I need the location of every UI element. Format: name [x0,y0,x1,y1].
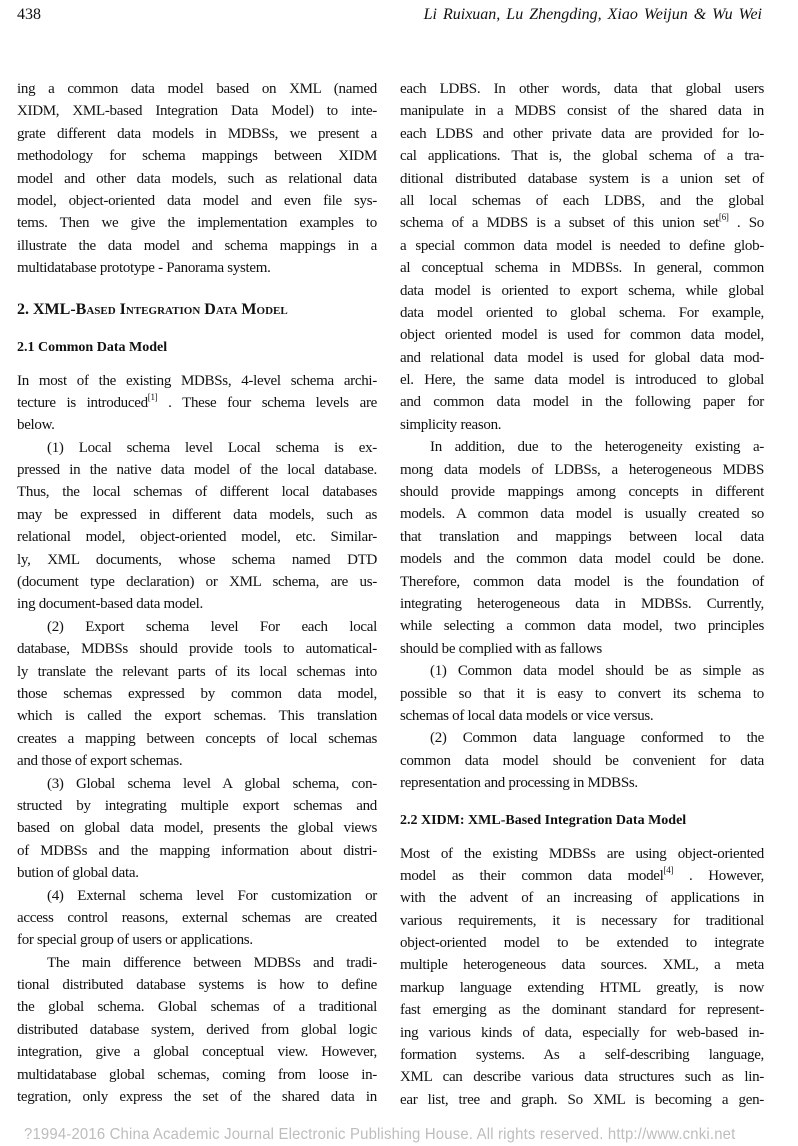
text-line: (1) Common data model should be as simple as [430,663,764,680]
text-line: database, MDBSs should provide tools to automatical- [17,641,377,658]
text-line: may be expressed in different data models, such as [17,506,377,523]
text-line: ly translate the relevant parts of its local schemas into [17,663,377,680]
text-line [17,392,377,414]
text-line: multidatabase prototype - Panorama system. [17,260,271,277]
text-line: formation systems. As a self-describing language, [400,1047,764,1064]
text-line: el. Here, the same data model is introduced to global [400,372,764,389]
paragraph [17,616,377,773]
text-line: tional distributed database systems is how to define [17,977,377,994]
text-line: (2) Export schema level For each local [47,618,377,635]
text-line: integrating heterogeneous data in MDBSs. Currently, [400,595,764,612]
text-line: tegration, only express the set of the shared data in [17,1089,377,1106]
text-line [400,212,764,234]
text-line: schemas of local data models or vice versus. [400,707,654,724]
text-line: access control reasons, external schemas are created [17,909,377,926]
paragraph [17,437,377,616]
text-line: manipulate in a MDBS consist of the shared data in [400,103,764,120]
paragraph [17,885,377,952]
text-line: In addition, due to the heterogeneity existing a- [430,439,764,456]
text-segment: tecture is introduced [17,394,148,411]
text-line: methodology for schema mappings between XIDM [17,148,377,165]
text-line: al conceptual schema in MDBSs. In general, common [400,260,764,277]
text-line: markup language extending HTML greatly, is now [400,979,764,996]
text-line: and common data model in the following paper for [400,394,764,411]
text-line: and relational data model is used for global data mod- [400,349,764,366]
copyright-watermark: ?1994-2016 China Academic Journal Electronic Publishing House. All rights reserved. http://www.cnki.net [24,1126,736,1143]
text-line: based on global data model, presents the global views [17,820,377,837]
text-line: ly, XML documents, whose schema named DTD [17,551,377,568]
text-line: cal applications. That is, the global schema of a tra- [400,148,764,165]
text-segment: . So [728,215,765,232]
text-line: multidatabase global schemas, coming from loose in- [17,1066,377,1083]
subsection-heading: 2.1 Common Data Model [17,339,168,355]
paragraph [400,660,764,727]
text-line: should provide mappings among concepts in different [400,484,764,501]
text-line: object-oriented model to be extended to integrate [400,935,764,952]
text-line: (1) Local schema level Local schema is ex- [47,439,377,456]
text-line: model and other data models, such as relational data [17,170,377,187]
text-line: data model oriented to global schema. For example, [400,304,764,321]
text-line: model, object-oriented data model and even file sys- [17,192,377,209]
citation-reference[interactable]: [4] [663,864,674,875]
text-line: should be complied with as fallows [400,640,602,657]
subsection-heading: 2.2 XIDM: XML-Based Integration Data Model [400,812,687,828]
text-line: common data model should be convenient for data [400,752,764,769]
paragraph [17,952,377,1109]
text-line: those schemas expressed by common data model, [17,685,377,702]
text-line: while selecting a common data model, two principles [400,618,764,635]
text-line: ing document-based data model. [17,596,203,613]
text-line: various requirements, it is necessary for traditional [400,912,764,929]
text-line: below. [17,417,55,434]
text-line: (3) Global schema level A global schema, con- [47,775,377,792]
text-line: structed by integrating multiple export schemas and [17,797,377,814]
text-line: relational model, object-oriented model, etc. Similar- [17,529,377,546]
text-line: object oriented model is used for common data model, [400,327,764,344]
text-line: grate different data models in MDBSs, we present a [17,125,377,142]
text-line: ing various kinds of data, especially for web-based in- [400,1024,764,1041]
text-line: each LDBS. In other words, data that global users [400,81,764,97]
text-line: ear list, tree and graph. So XML is becoming a gen- [400,1091,764,1108]
text-line: multiple heterogeneous data sources. XML, a meta [400,957,764,974]
text-line: integration, give a global conceptual view. However, [17,1044,377,1061]
text-segment: . However, [673,867,764,884]
text-line: that translation and mappings between local data [400,528,764,545]
paragraph [400,727,764,794]
left-column [17,78,377,1108]
text-line: (2) Common data language conformed to the [430,730,764,747]
text-line: creates a mapping between concepts of local schemas [17,730,377,747]
running-head: Li Ruixuan, Lu Zhengding, Xiao Weijun & Wu Wei [423,6,762,23]
text-line: ing a common data model based on XML (named [17,81,377,97]
paragraph [17,370,377,437]
paragraph [400,843,764,1112]
text-line: pressed in the native data model of the local database. [17,462,377,479]
paragraph [400,436,764,660]
text-line: XML can describe various data structures such as lin- [400,1069,764,1086]
text-line: mong data models of LDBSs, a heterogeneous MDBS [400,461,764,478]
text-line: XIDM, XML-based Integration Data Model) to inte- [17,103,377,120]
text-line: bution of global data. [17,865,139,882]
text-line: tems. Then we give the implementation examples to [17,215,377,232]
text-line: data model is oriented to export schema, while global [400,282,764,299]
text-line: Most of the existing MDBSs are using object-oriented [400,845,764,862]
citation-reference[interactable]: [1] [147,391,158,402]
text-line: (document type declaration) or XML schema, are us- [17,574,377,591]
paragraph [400,78,764,436]
text-line: all local schemas of each LDBS, and the global [400,192,764,209]
text-line: The main difference between MDBSs and tradi- [47,954,377,971]
text-line: models and the common data model could be done. [400,551,764,568]
text-line: distributed database system, derived from global logic [17,1021,377,1038]
text-line: with the advent of an increasing of applications in [400,890,764,907]
text-line: (4) External schema level For customization or [47,887,377,904]
text-line: for special group of users or applications. [17,932,253,949]
citation-reference[interactable]: [6] [718,212,729,223]
text-line: possible so that it is easy to convert its schema to [400,685,764,702]
text-line [400,865,764,887]
right-column [400,78,764,1111]
text-segment: model as their common data model [400,867,664,884]
text-segment: schema of a MDBS is a subset of this union set [400,215,719,232]
text-segment: . These four schema levels are [157,394,378,411]
text-line: Therefore, common data model is the foundation of [400,573,764,590]
text-line: which is called the export schemas. This translation [17,708,377,725]
text-line: ditional distributed database system is a union set of [400,170,764,187]
page-number: 438 [17,6,41,23]
text-line: fast emerging as the dominant standard for represent- [400,1002,764,1019]
text-line: models. A common data model is usually created so [400,506,764,523]
text-line: a special common data model is needed to define glob- [400,237,764,254]
section-heading: 2. XML-Based Integration Data Model [17,300,288,318]
text-line: Thus, the local schemas of different local databases [17,484,377,501]
text-line: and those of export schemas. [17,753,183,770]
text-line: representation and processing in MDBSs. [400,775,638,792]
paragraph [17,773,377,885]
paragraph [17,78,377,280]
text-line: of MDBSs and the mapping information about distri- [17,842,377,859]
text-line: each LDBS and other private data are provided for lo- [400,125,764,142]
text-line: simplicity reason. [400,416,502,433]
text-line: illustrate the data model and schema mappings in a [17,237,377,254]
text-line: the global schema. Global schemas of a traditional [17,999,377,1016]
text-line: In most of the existing MDBSs, 4-level schema archi- [17,372,377,389]
